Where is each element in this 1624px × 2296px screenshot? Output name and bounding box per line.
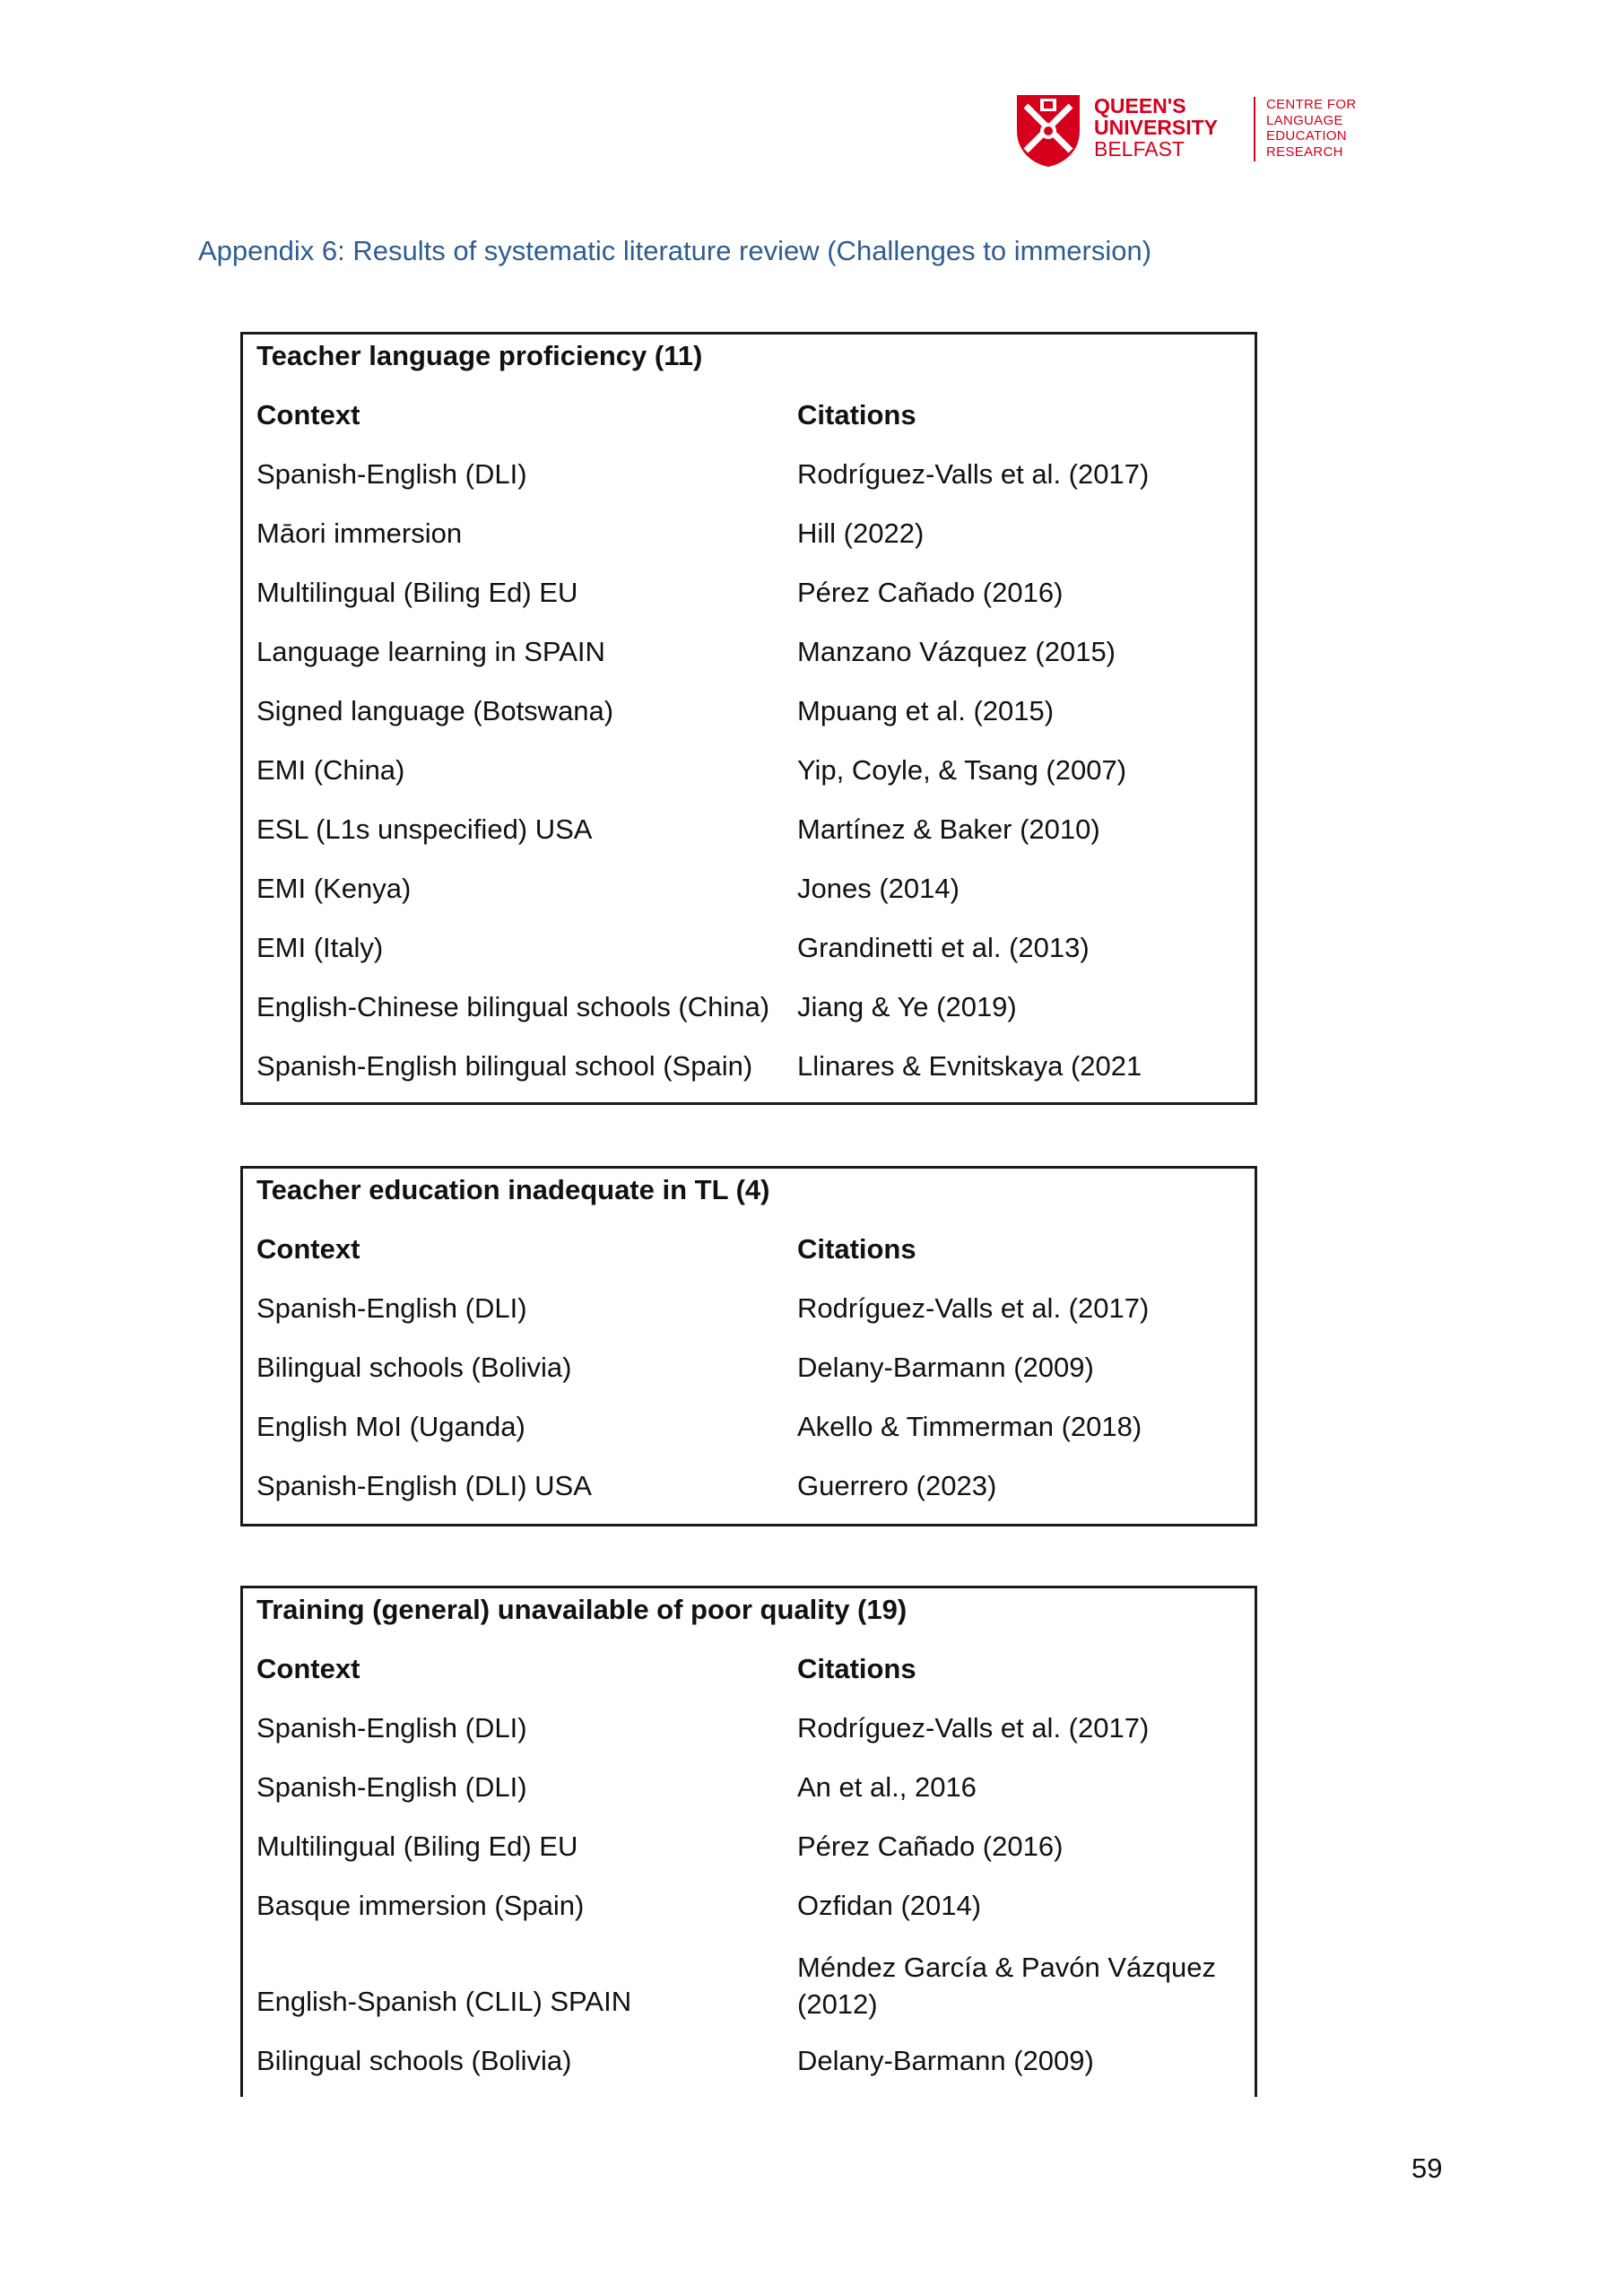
context-cell: Spanish-English (DLI) USA xyxy=(256,1470,592,1501)
page-heading: Appendix 6: Results of systematic literature review (Challenges to immersion) xyxy=(198,235,1152,266)
col-citations-header: Citations xyxy=(797,1233,916,1265)
table-title: Training (general) unavailable of poor quality (19) xyxy=(256,1594,908,1625)
citation-cell: Mpuang et al. (2015) xyxy=(797,695,1055,726)
citation-cell: Yip, Coyle, & Tsang (2007) xyxy=(797,754,1127,786)
context-cell: EMI (China) xyxy=(256,754,405,786)
context-cell: Spanish-English (DLI) xyxy=(256,1712,527,1744)
context-cell: English-Spanish (CLIL) SPAIN xyxy=(256,1986,632,2017)
context-cell: Language learning in SPAIN xyxy=(256,636,605,667)
centre-name: CENTRE FOR LANGUAGE EDUCATION RESEARCH xyxy=(1266,97,1357,160)
context-cell: Spanish-English bilingual school (Spain) xyxy=(256,1050,753,1082)
table-teacher-education-inadequate xyxy=(240,1166,1257,1526)
citation-cell: Pérez Cañado (2016) xyxy=(797,577,1064,608)
citation-cell: Ozfidan (2014) xyxy=(797,1890,982,1921)
citation-cell: Grandinetti et al. (2013) xyxy=(797,932,1090,963)
col-citations-header: Citations xyxy=(797,1653,916,1684)
col-citations-header: Citations xyxy=(797,399,916,430)
citation-cell: Akello & Timmerman (2018) xyxy=(797,1411,1142,1442)
col-context-header: Context xyxy=(256,1233,360,1265)
context-cell: EMI (Italy) xyxy=(256,932,384,963)
citation-cell: Méndez García & Pavón Vázquez (2012) xyxy=(797,1952,1216,2020)
context-cell: ESL (L1s unspecified) USA xyxy=(256,813,593,845)
logo-divider xyxy=(1254,97,1255,161)
context-cell: EMI (Kenya) xyxy=(256,873,412,904)
citation-cell: An et al., 2016 xyxy=(797,1771,977,1803)
context-cell: Signed language (Botswana) xyxy=(256,695,614,726)
citation-cell: Guerrero (2023) xyxy=(797,1470,997,1501)
university-crest-icon xyxy=(1013,91,1083,169)
citation-cell: Martínez & Baker (2010) xyxy=(797,813,1100,845)
citation-cell: Rodríguez-Valls et al. (2017) xyxy=(797,458,1150,490)
citation-cell: Jones (2014) xyxy=(797,873,960,904)
col-context-header: Context xyxy=(256,399,360,430)
citation-cell: Delany-Barmann (2009) xyxy=(797,2045,1094,2076)
table-training-general xyxy=(240,1586,1257,2097)
citation-cell: Llinares & Evnitskaya (2021 xyxy=(797,1050,1142,1082)
table-title: Teacher language proficiency (11) xyxy=(256,340,703,371)
context-cell: Bilingual schools (Bolivia) xyxy=(256,1352,572,1383)
context-cell: Bilingual schools (Bolivia) xyxy=(256,2045,572,2076)
context-cell: Spanish-English (DLI) xyxy=(256,1771,527,1803)
university-name: QUEEN'S UNIVERSITY BELFAST xyxy=(1094,94,1219,161)
citation-cell: Jiang & Ye (2019) xyxy=(797,991,1017,1022)
page-number: 59 xyxy=(1411,2152,1443,2184)
context-cell: Basque immersion (Spain) xyxy=(256,1890,585,1921)
context-cell: English MoI (Uganda) xyxy=(256,1411,525,1442)
context-cell: Māori immersion xyxy=(256,517,463,549)
context-cell: Spanish-English (DLI) xyxy=(256,1292,527,1324)
citation-cell: Rodríguez-Valls et al. (2017) xyxy=(797,1292,1150,1324)
context-cell: English-Chinese bilingual schools (China) xyxy=(256,991,770,1022)
context-cell: Spanish-English (DLI) xyxy=(256,458,527,490)
context-cell: Multilingual (Biling Ed) EU xyxy=(256,577,578,608)
table-title: Teacher education inadequate in TL (4) xyxy=(256,1174,770,1205)
citation-cell: Manzano Vázquez (2015) xyxy=(797,636,1116,667)
citation-cell: Pérez Cañado (2016) xyxy=(797,1831,1064,1862)
table-teacher-language-proficiency xyxy=(240,332,1257,1105)
col-context-header: Context xyxy=(256,1653,360,1684)
context-cell: Multilingual (Biling Ed) EU xyxy=(256,1831,578,1862)
citation-cell: Hill (2022) xyxy=(797,517,925,549)
citation-cell: Delany-Barmann (2009) xyxy=(797,1352,1094,1383)
citation-cell: Rodríguez-Valls et al. (2017) xyxy=(797,1712,1150,1744)
